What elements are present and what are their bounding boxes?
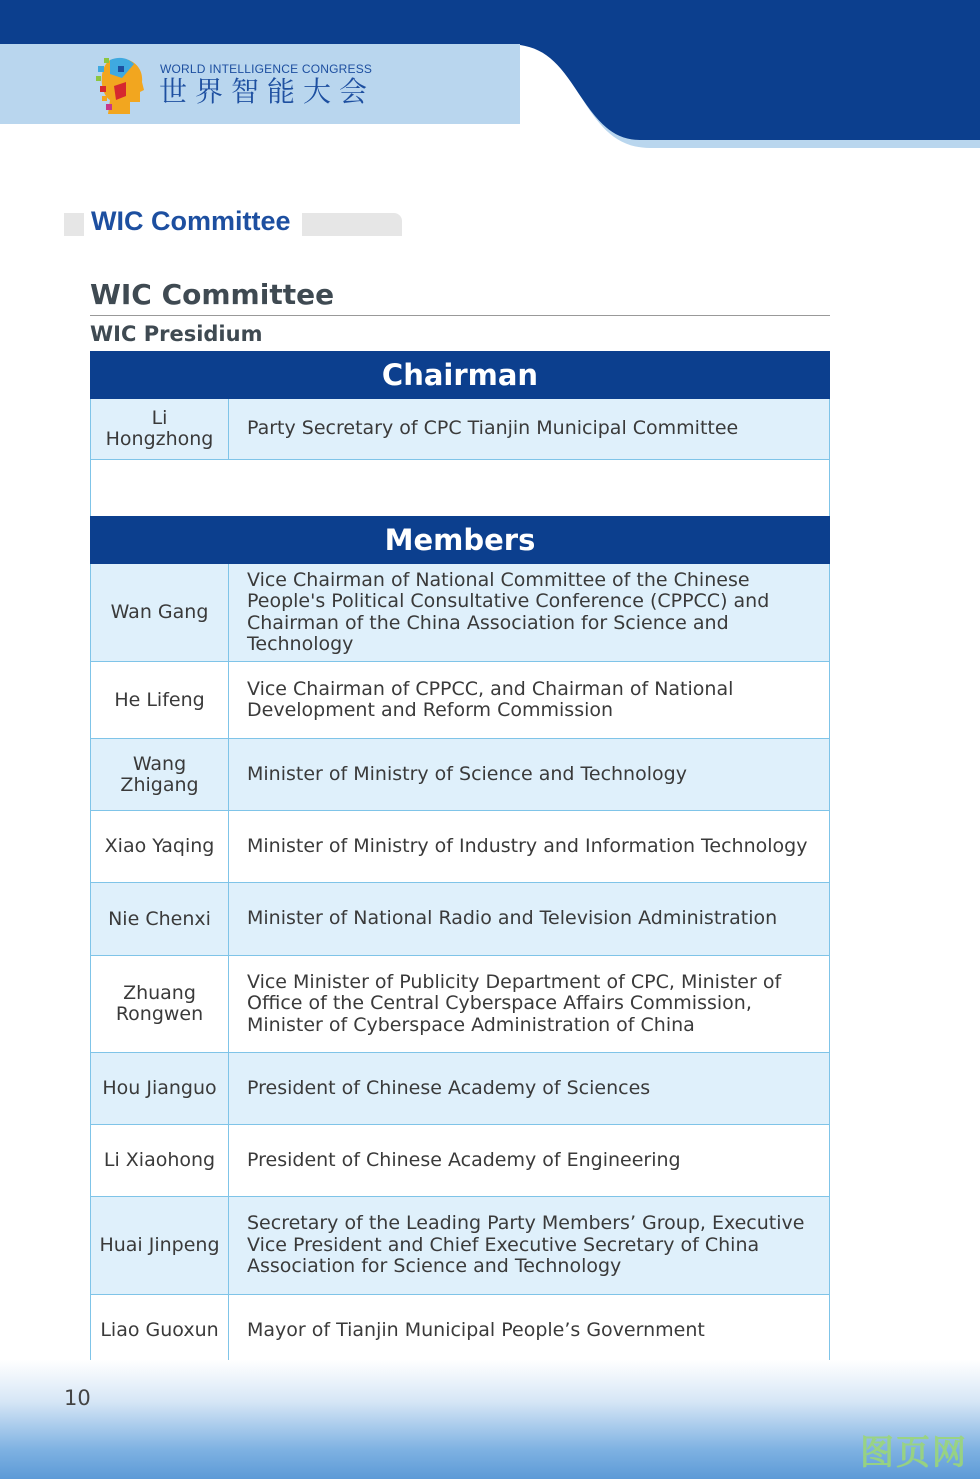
- member-name: Wan Gang: [91, 564, 229, 661]
- member-title: Minister of Ministry of Science and Technology: [247, 762, 687, 785]
- member-name: Wang Zhigang: [91, 739, 229, 810]
- table-row: [90, 1053, 830, 1125]
- presidium-table: [90, 351, 830, 1367]
- table-row: [90, 1197, 830, 1295]
- page-number: 10: [64, 1386, 91, 1410]
- brand-english: WORLD INTELLIGENCE CONGRESS: [160, 62, 373, 76]
- section-label-bar-left: [64, 213, 84, 236]
- brand-chinese: 世界智能大会: [159, 75, 376, 108]
- member-name: Huai Jinpeng: [91, 1197, 229, 1294]
- wic-head-logo-icon: [96, 56, 148, 116]
- table-spacer: [90, 460, 830, 516]
- member-title: Secretary of the Leading Party Members’ Group, Executive Vice President and Chief Executive Secretary of China Association for Science and Technology: [247, 1212, 805, 1278]
- table-row-chairman: [90, 399, 830, 460]
- member-name: Liao Guoxun: [91, 1295, 229, 1366]
- footer-gradient: [0, 1360, 980, 1479]
- table-row: [90, 883, 830, 956]
- member-title: Minister of National Radio and Television Administration: [247, 907, 778, 930]
- member-name: Li Hongzhong: [91, 399, 229, 459]
- table-row: [90, 739, 830, 811]
- member-name: Li Xiaohong: [91, 1125, 229, 1196]
- page-subtitle: WIC Presidium: [90, 322, 263, 346]
- member-title: President of Chinese Academy of Sciences: [247, 1076, 651, 1099]
- member-name: Xiao Yaqing: [91, 811, 229, 882]
- member-title: Vice Minister of Publicity Department of CPC, Minister of Office of the Central Cyberspace Affairs Commission, Minister of Cyberspace Administration of China: [247, 970, 782, 1036]
- member-title: President of Chinese Academy of Engineering: [247, 1148, 681, 1171]
- member-name: He Lifeng: [91, 662, 229, 738]
- member-title: Mayor of Tianjin Municipal People’s Government: [247, 1318, 705, 1341]
- member-name: Nie Chenxi: [91, 883, 229, 955]
- member-title: Vice Chairman of CPPCC, and Chairman of National Development and Reform Commission: [247, 677, 734, 721]
- member-title: Vice Chairman of National Committee of the Chinese People's Political Consultative Conference (CPPCC) and Chairman of the China Association for Science and Technology: [247, 568, 770, 655]
- section-label: WIC Committee: [91, 206, 291, 236]
- section-label-bar-right: [302, 213, 402, 236]
- table-row: [90, 564, 830, 662]
- table-row: [90, 1295, 830, 1367]
- table-row: [90, 662, 830, 739]
- member-title: Minister of Ministry of Industry and Information Technology: [247, 834, 808, 857]
- chairman-header: Chairman: [90, 351, 830, 399]
- page-title: WIC Committee: [90, 278, 335, 311]
- member-name: Hou Jianguo: [91, 1053, 229, 1124]
- member-name: Zhuang Rongwen: [91, 956, 229, 1052]
- title-divider: [90, 315, 830, 316]
- member-title: Party Secretary of CPC Tianjin Municipal Committee: [247, 417, 739, 440]
- watermark: 图页网: [860, 1433, 968, 1473]
- table-row: [90, 956, 830, 1053]
- members-header: Members: [90, 516, 830, 564]
- table-row: [90, 1125, 830, 1197]
- table-row: [90, 811, 830, 883]
